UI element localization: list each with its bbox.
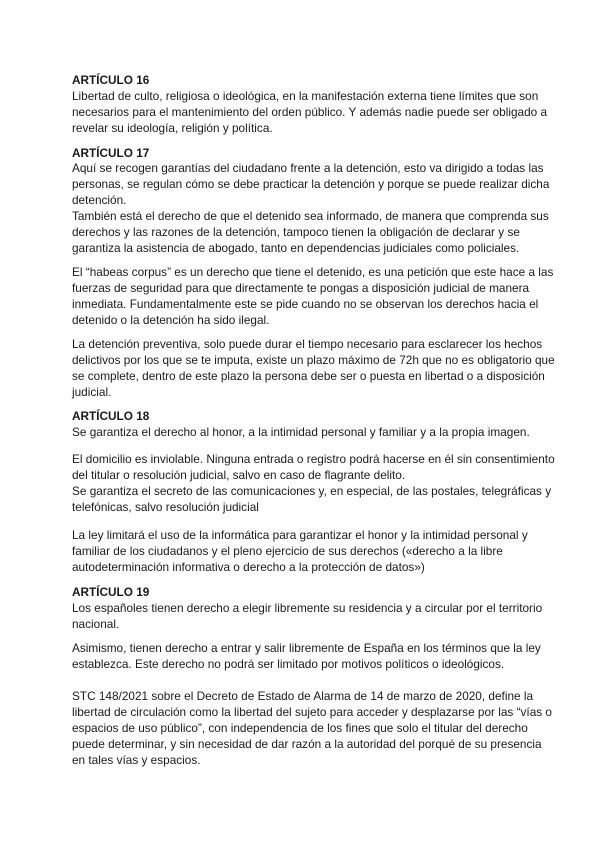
article-19-text-line: nacional. (72, 617, 120, 631)
article-17-text-line: detenido o la detención ha sido ilegal. (72, 313, 270, 327)
article-18-text-line: Se garantiza el derecho al honor, a la intimidad personal y familiar y a la propia imagen. (72, 425, 530, 439)
article-17-text-line: derechos y las razones de la detención, tampoco tienen la obligación de declarar y se (72, 225, 520, 239)
article-17-text-line: También está el derecho de que el detenido sea informado, de manera que comprenda sus (72, 209, 549, 223)
article-18-text-line: Se garantiza el secreto de las comunicaciones y, en especial, de las postales, telegráficas y (72, 484, 552, 498)
article-18-text-line: La ley limitará el uso de la informática para garantizar el honor y la intimidad personal y (72, 528, 528, 542)
article-17-text-line: delictivos por los que se te imputa, existe un plazo máximo de 72h que no es obligatorio que (72, 353, 555, 367)
article-17-text-line: detención. (72, 193, 127, 207)
article-16-heading: ARTÍCULO 16 (72, 73, 150, 87)
article-19-text-line: en tales vías y espacios. (72, 753, 201, 767)
article-17-text-line: garantiza la asistencia de abogado, tanto en dependencias judiciales como policiales. (72, 241, 520, 255)
article-18-text-line: autodeterminación informativa o derecho a la protección de datos») (72, 560, 425, 574)
article-18-text-line: familiar de los ciudadanos y el pleno ejercicio de sus derechos («derecho a la libre (72, 544, 503, 558)
article-17-text-line: Aquí se recogen garantías del ciudadano frente a la detención, esto va dirigido a todas las (72, 161, 544, 175)
article-19-text-line: espacios de uso público”, con independencia de los fines que solo el titular del derecho (72, 721, 528, 735)
article-19-text-line: libertad de circulación como la libertad del sujeto para acceder y desplazarse por las “vías o (72, 705, 552, 719)
article-18-heading: ARTÍCULO 18 (72, 409, 150, 423)
article-17-text-line: se complete, dentro de este plazo la persona debe ser o puesta en libertad o a disposición (72, 369, 545, 383)
article-16-text-line: Libertad de culto, religiosa o ideológica, en la manifestación externa tiene límites que son (72, 89, 539, 103)
article-19-text-line: Los españoles tienen derecho a elegir libremente su residencia y a circular por el territorio (72, 601, 543, 615)
article-16-text-line: revelar su ideología, religión y política. (72, 121, 273, 135)
article-18-text-line: El domicilio es inviolable. Ninguna entrada o registro podrá hacerse en él sin consentimiento (72, 452, 555, 466)
article-17-text-line: La detención preventiva, solo puede durar el tiempo necesario para esclarecer los hechos (72, 337, 543, 351)
article-17-text-line: El “habeas corpus” es un derecho que tiene el detenido, es una petición que este hace a las (72, 265, 554, 279)
article-17-text-line: inmediata. Fundamentalmente este se pide cuando no se observan los derechos hacia el (72, 297, 539, 311)
article-19-text-line: establezca. Este derecho no podrá ser limitado por motivos políticos o ideológicos. (72, 657, 505, 671)
article-17-text-line: fuerzas de seguridad para que directamente te pongas a disposición judicial de manera (72, 281, 530, 295)
article-19-text-line: STC 148/2021 sobre el Decreto de Estado de Alarma de 14 de marzo de 2020, define la (72, 689, 534, 703)
article-18-text-line: del titular o resolución judicial, salvo en caso de flagrante delito. (72, 468, 406, 482)
article-18-text-line: telefónicas, salvo resolución judicial (72, 500, 259, 514)
article-16-text-line: necesarios para el mantenimiento del orden público. Y además nadie puede ser obligado a (72, 105, 548, 119)
article-17-text-line: personas, se regulan cómo se debe practicar la detención y porque se puede realizar dicha (72, 177, 550, 191)
article-19-text-line: puede determinar, y sin necesidad de dar razón a la autoridad del porqué de su presencia (72, 737, 542, 751)
article-17-text-line: judicial. (72, 385, 112, 399)
article-19-text-line: Asimismo, tienen derecho a entrar y salir libremente de España en los términos que la ley (72, 641, 541, 655)
article-19-heading: ARTÍCULO 19 (72, 585, 150, 599)
article-17-heading: ARTÍCULO 17 (72, 146, 150, 160)
